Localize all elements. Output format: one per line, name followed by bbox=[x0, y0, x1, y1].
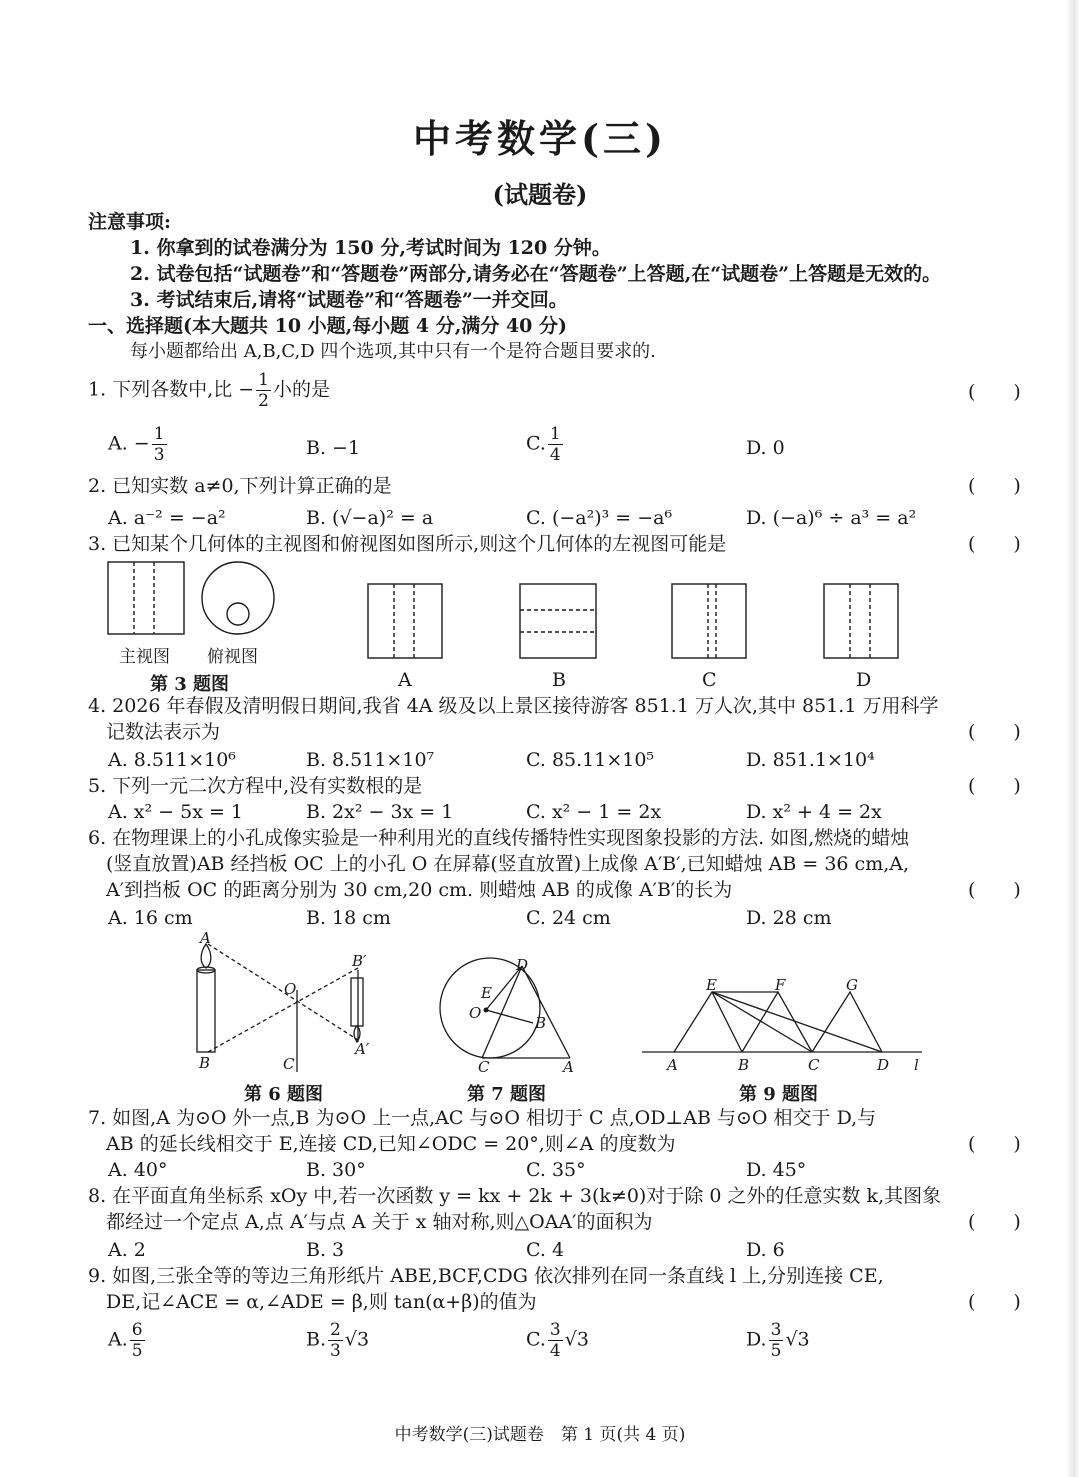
q1-option-a: A. − $\frac{1}{3}$ bbox=[108, 424, 165, 465]
q9-option-b: B. $\frac{2}{3}$ √3 bbox=[306, 1320, 370, 1361]
svg-text:A: A bbox=[200, 929, 211, 947]
page-title: 中考数学(三) bbox=[413, 116, 667, 161]
svg-text:A: A bbox=[667, 1056, 678, 1074]
q9-option-a: A. $\frac{6}{5}$ bbox=[108, 1320, 143, 1361]
candle-body bbox=[197, 970, 215, 1052]
q1-option-d: D. 0 bbox=[746, 437, 785, 459]
svg-text:l: l bbox=[914, 1056, 919, 1074]
q1-stem-fraction: $\frac{1}{2}$ bbox=[258, 370, 269, 411]
svg-text:D: D bbox=[516, 956, 529, 974]
q2-option-a: A. a⁻² = −a² bbox=[108, 507, 226, 529]
svg-text:B′: B′ bbox=[352, 952, 367, 970]
front-view-label: 主视图 bbox=[119, 647, 170, 667]
fig9-diagram bbox=[642, 992, 922, 1052]
line-ab bbox=[522, 966, 570, 1058]
q7-option-c: C. 35° bbox=[526, 1159, 586, 1181]
answer-blank: ( ) bbox=[968, 381, 1021, 403]
q4-option-a: A. 8.511×10⁶ bbox=[108, 749, 236, 771]
section-heading: 一、选择题(本大题共 10 小题,每小题 4 分,满分 40 分) bbox=[88, 315, 567, 337]
q9-option-d: D. $\frac{3}{5}$ √3 bbox=[746, 1320, 810, 1361]
question-2-stem: 2. 已知实数 a≠0,下列计算正确的是 bbox=[88, 475, 392, 497]
question-7-stem-line1: 7. 如图,A 为⊙O 外一点,B 为⊙O 上一点,AC 与⊙O 相切于 C 点,OD⊥AB 与⊙O 相交于 D,与 bbox=[88, 1107, 877, 1129]
q5-option-c: C. x² − 1 = 2x bbox=[526, 801, 662, 823]
svg-text:E: E bbox=[706, 976, 717, 994]
q3-caption: 第 3 题图 bbox=[150, 674, 230, 695]
q3-option-c-label: C bbox=[702, 669, 717, 691]
question-6-stem-line3: A′到挡板 OC 的距离分别为 30 cm,20 cm. 则蜡烛 AB 的成像 A′B′的长为 bbox=[106, 879, 733, 901]
question-6-stem-line1: 6. 在物理课上的小孔成像实验是一种利用光的直线传播特性实现图象投影的方法. 如图,燃烧的蜡烛 bbox=[88, 827, 910, 849]
svg-text:F: F bbox=[775, 976, 786, 994]
q4-option-c: C. 85.11×10⁵ bbox=[526, 749, 655, 771]
q6-option-d: D. 28 cm bbox=[746, 907, 832, 929]
fig9-caption: 第 9 题图 bbox=[739, 1084, 819, 1105]
svg-text:O: O bbox=[469, 1004, 482, 1022]
question-4-stem-line2: 记数法表示为 bbox=[106, 721, 221, 743]
svg-text:B: B bbox=[535, 1014, 547, 1032]
question-9-stem-line1: 9. 如图,三张全等的等边三角形纸片 ABE,BCF,CDG 依次排列在同一条直线 l 上,分别连接 CE, bbox=[88, 1265, 884, 1287]
q3-option-d-label: D bbox=[856, 669, 872, 691]
notice-heading: 注意事项: bbox=[88, 211, 172, 233]
page-subtitle: (试题卷) bbox=[492, 180, 588, 209]
question-4-stem-line1: 4. 2026 年春假及清明假日期间,我省 4A 级及以上景区接待游客 851.1 万人次,其中 851.1 万用科学 bbox=[88, 695, 939, 717]
q3-option-a-label: A bbox=[398, 669, 412, 691]
question-9-stem-line2: DE,记∠ACE = α,∠ADE = β,则 tan(α+β)的值为 bbox=[106, 1291, 537, 1313]
svg-text:O: O bbox=[284, 980, 297, 998]
q6-option-a: A. 16 cm bbox=[108, 907, 193, 929]
triangle-cdg bbox=[812, 992, 882, 1052]
q6-option-c: C. 24 cm bbox=[526, 907, 611, 929]
notice-item: 2. 试卷包括“试题卷”和“答题卷”两部分,请务必在“答题卷”上答题,在“试题卷”上答题是无效的。 bbox=[130, 263, 942, 285]
svg-text:C: C bbox=[808, 1056, 820, 1074]
q6-option-b: B. 18 cm bbox=[306, 907, 391, 929]
line-cd bbox=[482, 966, 522, 1058]
question-7-stem-line2: AB 的延长线相交于 E,连接 CD,已知∠ODC = 20°,则∠A 的度数为 bbox=[106, 1133, 676, 1155]
svg-text:C: C bbox=[283, 1055, 295, 1073]
answer-blank: ( ) bbox=[968, 775, 1021, 797]
svg-text:A′: A′ bbox=[355, 1040, 370, 1058]
fig6-diagram bbox=[197, 944, 363, 1072]
answer-blank: ( ) bbox=[968, 879, 1021, 901]
question-5-stem: 5. 下列一元二次方程中,没有实数根的是 bbox=[88, 775, 423, 797]
page-footer: 中考数学(三)试题卷 第 1 页(共 4 页) bbox=[394, 1425, 686, 1445]
svg-text:B: B bbox=[199, 1054, 211, 1072]
q1-option-b: B. −1 bbox=[306, 437, 361, 459]
image-candle bbox=[351, 978, 363, 1026]
q5-option-d: D. x² + 4 = 2x bbox=[746, 801, 882, 823]
q4-option-b: B. 8.511×10⁷ bbox=[306, 749, 435, 771]
q7-option-a: A. 40° bbox=[108, 1159, 168, 1181]
q5-option-a: A. x² − 5x = 1 bbox=[108, 801, 244, 823]
svg-text:A: A bbox=[563, 1058, 574, 1076]
q7-option-d: D. 45° bbox=[746, 1159, 807, 1181]
q7-option-b: B. 30° bbox=[306, 1159, 366, 1181]
answer-blank: ( ) bbox=[968, 721, 1021, 743]
svg-text:C: C bbox=[478, 1058, 490, 1076]
notice-item: 3. 考试结束后,请将“试题卷”和“答题卷”一并交回。 bbox=[130, 289, 568, 311]
question-3-stem: 3. 已知某个几何体的主视图和俯视图如图所示,则这个几何体的左视图可能是 bbox=[88, 533, 727, 555]
svg-text:E: E bbox=[481, 984, 492, 1002]
section-instruction: 每小题都给出 A,B,C,D 四个选项,其中只有一个是符合题目要求的. bbox=[130, 341, 656, 362]
q9-option-c: C. $\frac{3}{4}$ √3 bbox=[526, 1320, 589, 1361]
question-8-stem-line1: 8. 在平面直角坐标系 xOy 中,若一次函数 y = kx + 2k + 3(k≠0)对于除 0 之外的任意实数 k,其图象 bbox=[88, 1185, 942, 1207]
q8-option-a: A. 2 bbox=[108, 1239, 146, 1261]
svg-text:D: D bbox=[877, 1056, 890, 1074]
svg-text:B: B bbox=[738, 1056, 750, 1074]
q1-stem-text: 1. 下列各数中,比 − bbox=[88, 378, 255, 401]
notice-item: 1. 你拿到的试卷满分为 150 分,考试时间为 120 分钟。 bbox=[130, 237, 611, 259]
question-8-stem-line2: 都经过一个定点 A,点 A′与点 A 关于 x 轴对称,则△OAA′的面积为 bbox=[106, 1211, 653, 1233]
q4-option-d: D. 851.1×10⁴ bbox=[746, 749, 875, 771]
answer-blank: ( ) bbox=[968, 475, 1021, 497]
answer-blank: ( ) bbox=[968, 533, 1021, 555]
answer-blank: ( ) bbox=[968, 1133, 1021, 1155]
fig7-diagram bbox=[440, 958, 570, 1058]
q8-option-d: D. 6 bbox=[746, 1239, 785, 1261]
q5-option-b: B. 2x² − 3x = 1 bbox=[306, 801, 454, 823]
svg-text:G: G bbox=[846, 976, 858, 994]
fig7-caption: 第 7 题图 bbox=[467, 1084, 547, 1105]
q1-stem-text-end: 小的是 bbox=[273, 378, 331, 401]
answer-blank: ( ) bbox=[968, 1291, 1021, 1313]
fig6-caption: 第 6 题图 bbox=[244, 1084, 324, 1105]
triangle-bcf bbox=[742, 992, 812, 1052]
answer-blank: ( ) bbox=[968, 1211, 1021, 1233]
question-6-stem-line2: (竖直放置)AB 经挡板 OC 上的小孔 O 在屏幕(竖直放置)上成像 A′B′,已知蜡烛 AB = 36 cm,A, bbox=[106, 853, 910, 875]
q8-option-b: B. 3 bbox=[306, 1239, 345, 1261]
top-view-label: 俯视图 bbox=[207, 647, 258, 667]
q8-option-c: C. 4 bbox=[526, 1239, 565, 1261]
q2-option-d: D. (−a)⁶ ÷ a³ = a² bbox=[746, 507, 917, 529]
q1-option-c: C. $\frac{1}{4}$ bbox=[526, 424, 561, 465]
page-edge-shadow bbox=[1066, 0, 1080, 1477]
q2-option-c: C. (−a²)³ = −a⁶ bbox=[526, 507, 673, 529]
triangle-abe bbox=[674, 992, 742, 1052]
q3-option-b-label: B bbox=[552, 669, 566, 691]
q2-option-b: B. (√−a)² = a bbox=[306, 507, 434, 529]
flame bbox=[201, 944, 211, 968]
